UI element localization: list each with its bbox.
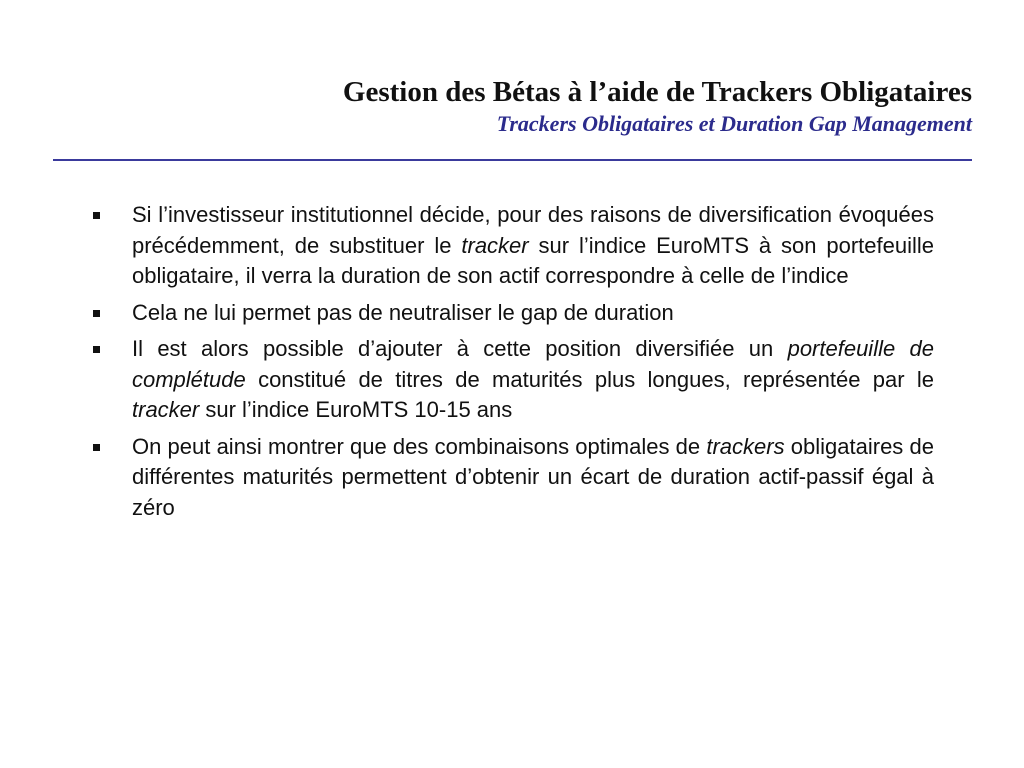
text-run: sur l’indice EuroMTS à son portefeuille obligataire, il verra la duration de son actif correspondre à celle de l’indice (132, 232, 934, 288)
square-bullet-icon (93, 310, 100, 317)
text-run: Cela ne lui permet pas de neutraliser le gap de duration (132, 299, 674, 325)
text-run: On peut ainsi montrer que des combinaisons optimales de (132, 433, 707, 459)
bullet-text (132, 434, 934, 520)
italic-term: trackers (706, 433, 785, 459)
bullet-item (90, 200, 934, 292)
text-run: Il est alors possible d’ajouter à cette position diversifiée un (132, 336, 788, 361)
bullet-text (132, 202, 934, 288)
text-run: Si l’investisseur institutionnel décide, pour des raisons de diversification évoquées précédemment, de substituer le (132, 202, 934, 258)
italic-term: tracker (461, 232, 529, 258)
text-run: sur l’indice EuroMTS 10-15 ans (199, 397, 513, 422)
slide-title: Gestion des Bétas à l’aide de Trackers Obligataires (342, 76, 972, 108)
title-block (72, 74, 972, 138)
square-bullet-icon (93, 212, 100, 219)
bullet-list (90, 200, 934, 529)
title-divider (53, 159, 972, 161)
slide-subtitle: Trackers Obligataires et Duration Gap Management (496, 111, 972, 136)
bullet-item (90, 432, 934, 524)
square-bullet-icon (93, 346, 100, 353)
bullet-item (90, 334, 934, 426)
text-run: constitué de titres de maturités plus longues, représentée par le (245, 366, 934, 392)
bullet-item (90, 298, 934, 329)
text-run: obligataires de différentes maturités permettent d’obtenir un écart de duration actif-passif égal à zéro (132, 433, 934, 520)
bullet-text (132, 300, 674, 325)
italic-term: tracker (132, 397, 200, 422)
italic-term: portefeuille de complétude (132, 336, 934, 392)
bullet-text (132, 336, 934, 422)
square-bullet-icon (93, 444, 100, 451)
